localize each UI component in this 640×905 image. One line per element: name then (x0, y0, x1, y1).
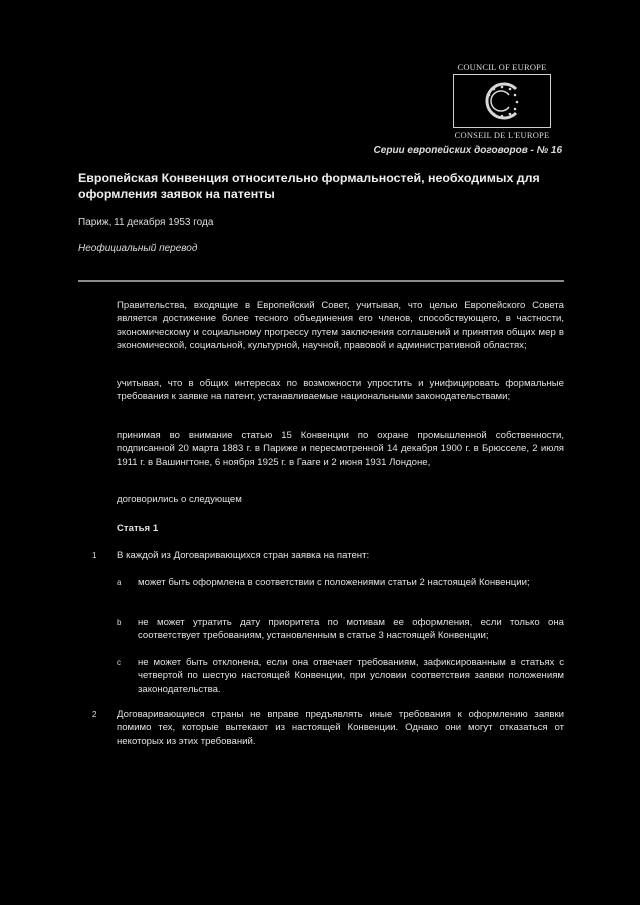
preamble-paragraph: Правительства, входящие в Европейский Совет, учитывая, что целью Европейского Совета является достижение более тесного объединения его членов, способствующего, в частности, экономическому и социальному прогрессу путем заключения соглашений и принятия общих мер в экономической, социальной, культурной, научной, правовой и административной областях; (117, 300, 564, 352)
preamble-paragraph: договорились о следующем (117, 494, 242, 505)
subitem-letter: c (117, 658, 121, 667)
article-subitem: не может быть отклонена, если она отвечает требованиям, зафиксированным в статьях с четвертой по шестую настоящей Конвенции, при условии соответствия заявки положениям законодательства. (138, 657, 564, 695)
document-title: Европейская Конвенция относительно формальностей, необходимых для оформления заявок на патенты (78, 171, 540, 201)
article-item: В каждой из Договаривающихся стран заявка на патент: (117, 550, 370, 561)
preamble-paragraph: принимая во внимание статью 15 Конвенции по охране промышленной собственности, подписанной 20 марта 1883 г. в Париже и пересмотренной 14 декабря 1900 г. в Брюсселе, 2 июля 1911 г. в Вашингтоне, 6 ноября 1925 г. в Гааге и 2 июня 1931 Лондоне, (117, 430, 564, 468)
item-number: 1 (92, 551, 97, 560)
article-heading: Статья 1 (117, 523, 159, 534)
subitem-letter: a (117, 578, 122, 587)
divider (78, 280, 564, 282)
article-item: Договаривающиеся страны не вправе предъявлять иные требования к оформлению заявки помимо тех, которые вытекают из настоящей Конвенции. Однако они могут отказаться от некоторых из этих требований. (117, 709, 564, 747)
place-date: Париж, 11 декабря 1953 года (78, 217, 214, 228)
preamble-paragraph: учитывая, что в общих интересах по возможности упростить и унифицировать формальные требования к заявке на патент, устанавливаемые национальными законодательствами; (117, 378, 564, 403)
unofficial-translation-note: Неофициальный перевод (78, 243, 198, 254)
article-subitem: может быть оформлена в соответствии с положениями статьи 2 настоящей Конвенции; (138, 577, 530, 588)
item-number: 2 (92, 710, 97, 719)
council-of-europe-logo (452, 62, 552, 140)
subitem-letter: b (117, 618, 122, 627)
logo-bottom-text: CONSEIL DE L'EUROPE (454, 130, 550, 140)
logo-top-text: COUNCIL OF EUROPE (457, 62, 547, 72)
article-subitem: не может утратить дату приоритета по мотивам ее оформления, если только она соответствует требованиям, установленным в статье 3 настоящей Конвенции; (138, 617, 564, 642)
council-of-europe-emblem-icon (453, 74, 551, 128)
treaty-series: Серии европейских договоров - № 16 (373, 145, 562, 156)
